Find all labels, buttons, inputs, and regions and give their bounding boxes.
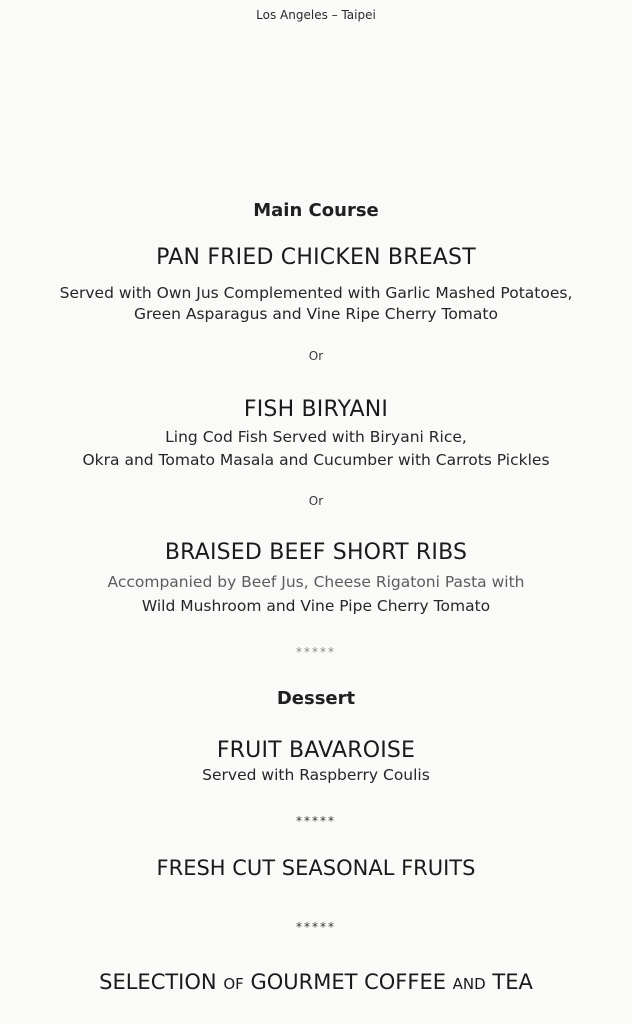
dish-description-fish-line2: Okra and Tomato Masala and Cucumber with Carrots Pickles xyxy=(82,451,550,469)
dish-description-chicken-line2: Green Asparagus and Vine Ripe Cherry Tomato xyxy=(134,305,498,323)
or-separator: Or xyxy=(308,349,324,363)
dish-description-fish-line1: Ling Cod Fish Served with Biryani Rice, xyxy=(165,428,467,446)
dessert-description: Served with Raspberry Coulis xyxy=(202,766,430,784)
star-separator: ***** xyxy=(296,920,336,934)
finale-word-selection: SELECTION xyxy=(99,970,217,994)
star-separator: ***** xyxy=(296,645,336,659)
dessert-heading: Dessert xyxy=(276,688,356,709)
flight-route: Los Angeles – Taipei xyxy=(256,8,376,22)
finale-word-and: AND xyxy=(452,975,486,993)
dish-name-fish: FISH BIRYANI xyxy=(243,397,389,422)
fruits-course: FRESH CUT SEASONAL FRUITS xyxy=(156,856,476,880)
dish-name-chicken: PAN FRIED CHICKEN BREAST xyxy=(156,245,476,270)
finale-word-of: OF xyxy=(223,975,244,993)
or-separator: Or xyxy=(308,494,324,508)
main-course-heading: Main Course xyxy=(253,200,379,221)
dish-description-beef-line1: Accompanied by Beef Jus, Cheese Rigatoni Pasta with xyxy=(107,573,525,591)
dish-name-beef: BRAISED BEEF SHORT RIBS xyxy=(164,540,468,565)
coffee-tea-course xyxy=(0,970,632,994)
dessert-dish-name: FRUIT BAVAROISE xyxy=(216,738,416,763)
finale-word-gourmet-coffee: GOURMET COFFEE xyxy=(250,970,446,994)
star-separator: ***** xyxy=(296,814,336,828)
dish-description-beef-line2: Wild Mushroom and Vine Pipe Cherry Tomato xyxy=(141,597,491,615)
finale-word-tea: TEA xyxy=(492,970,533,994)
dish-description-chicken-line1: Served with Own Jus Complemented with Garlic Mashed Potatoes, xyxy=(59,284,573,302)
